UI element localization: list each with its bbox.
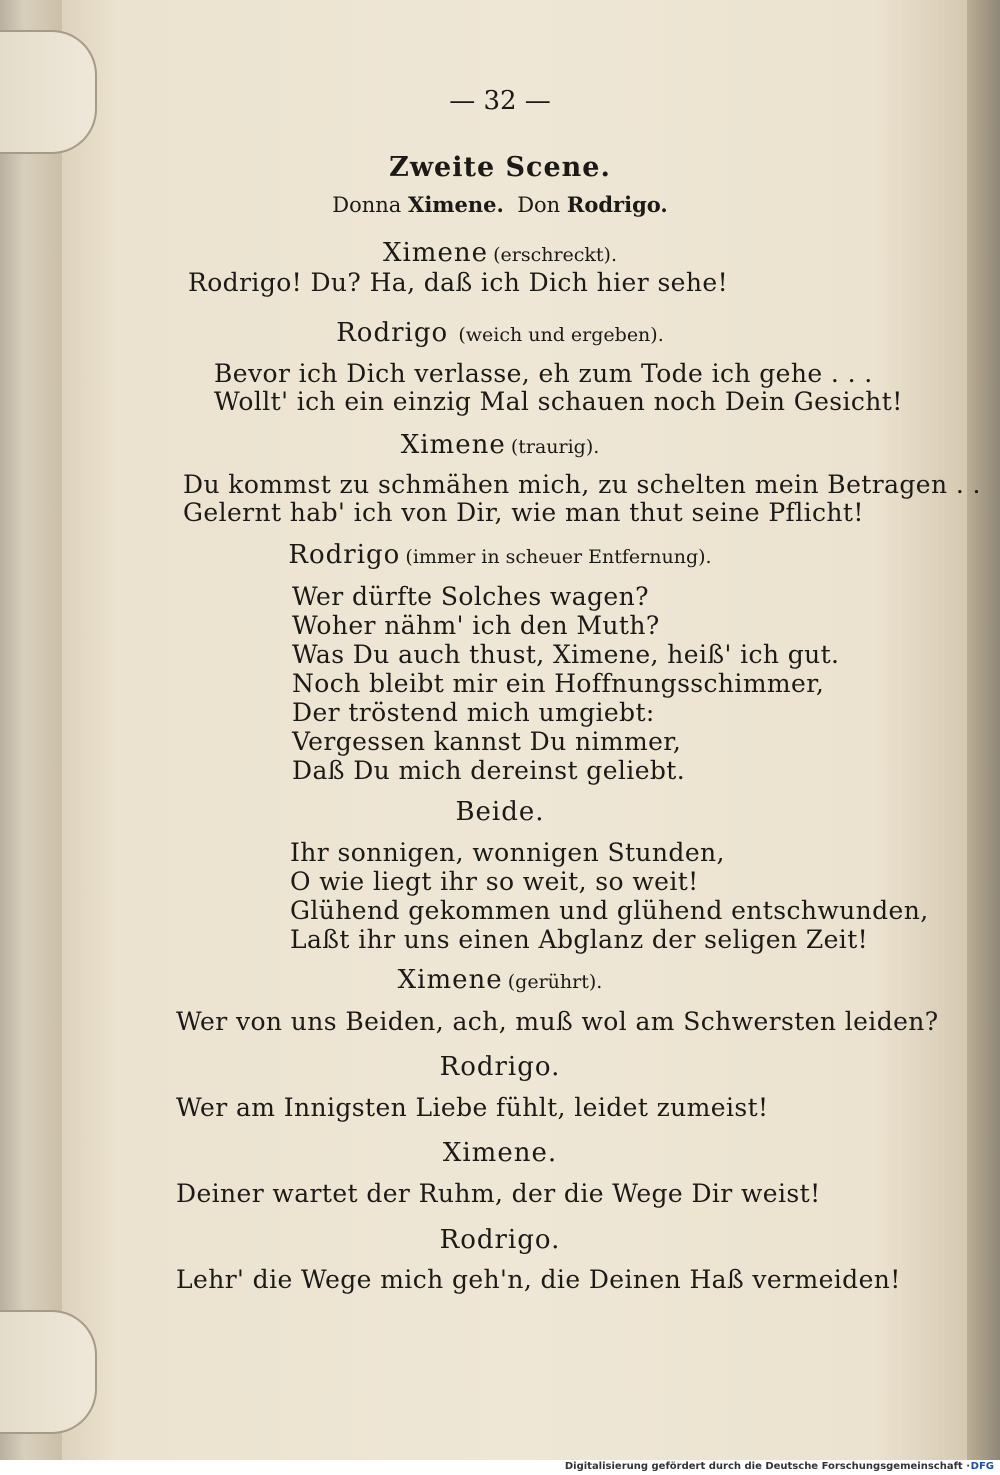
speaker-name: Ximene (400, 430, 506, 460)
speaker-name: Ximene. (442, 1138, 558, 1168)
stage-direction: (erschreckt). (493, 244, 618, 266)
page-number-value: 32 (483, 86, 517, 116)
speaker-heading (0, 965, 1000, 995)
cast-line (0, 192, 1000, 217)
verse-line: Vergessen kannst Du nimmer, (292, 727, 682, 756)
stage-direction: (traurig). (510, 436, 600, 458)
verse-line: Ihr sonnigen, wonnigen Stunden, (290, 838, 725, 867)
verse-line: Gelernt hab' ich von Dir, wie man thut seine Pflicht! (183, 498, 864, 527)
verse-line: Wer von uns Beiden, ach, muß wol am Schwersten leiden? (176, 1007, 939, 1036)
speaker-heading (0, 238, 1000, 268)
verse-line: Rodrigo! Du? Ha, daß ich Dich hier sehe! (188, 268, 729, 297)
cast-name-rodrigo: Rodrigo. (566, 192, 668, 217)
verse-line: Was Du auch thust, Ximene, heiß' ich gut. (292, 640, 840, 669)
speaker-heading (0, 430, 1000, 460)
digitization-credit: Digitalisierung gefördert durch die Deutsche Forschungsgemeinschaft · (564, 1461, 970, 1472)
verse-line: Woher nähm' ich den Muth? (292, 611, 660, 640)
speaker-name: Ximene (382, 238, 488, 268)
verse-line: Wer am Innigsten Liebe fühlt, leidet zumeist! (176, 1093, 769, 1122)
verse-line: Deiner wartet der Ruhm, der die Wege Dir weist! (176, 1179, 821, 1208)
page-number: — 32 — (449, 86, 551, 116)
verse-line: Der tröstend mich umgiebt: (292, 698, 655, 727)
stage-direction: (immer in scheuer Entfernung). (405, 546, 712, 568)
speaker-heading (0, 1138, 1000, 1168)
verse-line: Bevor ich Dich verlasse, eh zum Tode ich gehe . . . (214, 359, 873, 388)
speaker-name: Rodrigo. (439, 1052, 561, 1082)
verse-line: Lehr' die Wege mich geh'n, die Deinen Haß vermeiden! (176, 1265, 901, 1294)
verse-line: Wollt' ich ein einzig Mal schauen noch Dein Gesicht! (214, 387, 903, 416)
dfg-logo: DFG (970, 1461, 994, 1472)
cast-name-ximene: Ximene. (408, 192, 504, 217)
speaker-name: Beide. (455, 797, 545, 827)
speaker-name: Rodrigo. (439, 1225, 561, 1255)
verse-line: Daß Du mich dereinst geliebt. (292, 756, 686, 785)
verse-line: Glühend gekommen und glühend entschwunden, (290, 896, 929, 925)
speaker-name: Ximene (397, 965, 503, 995)
speaker-heading (0, 540, 1000, 570)
speaker-heading (0, 797, 1000, 827)
speaker-name: Rodrigo (288, 540, 401, 570)
cast-title-don: Don (517, 193, 561, 217)
stage-direction: (gerührt). (507, 971, 603, 993)
verse-line: Wer dürfte Solches wagen? (292, 582, 649, 611)
verse-line: O wie liegt ihr so weit, so weit! (290, 867, 699, 896)
speaker-heading (0, 318, 1000, 348)
speaker-heading (0, 1052, 1000, 1082)
speaker-heading (0, 1225, 1000, 1255)
verse-line: Noch bleibt mir ein Hoffnungsschimmer, (292, 669, 825, 698)
verse-line: Laßt ihr uns einen Abglanz der seligen Zeit! (290, 925, 869, 954)
binding-clip-bottom (0, 1310, 97, 1434)
verse-line: Du kommst zu schmähen mich, zu schelten mein Betragen . . (183, 470, 981, 499)
cast-title-donna: Donna (332, 193, 402, 217)
speaker-name: Rodrigo (336, 318, 449, 348)
scene-title: Zweite Scene. (389, 152, 611, 183)
stage-direction: (weich und ergeben). (458, 324, 664, 346)
